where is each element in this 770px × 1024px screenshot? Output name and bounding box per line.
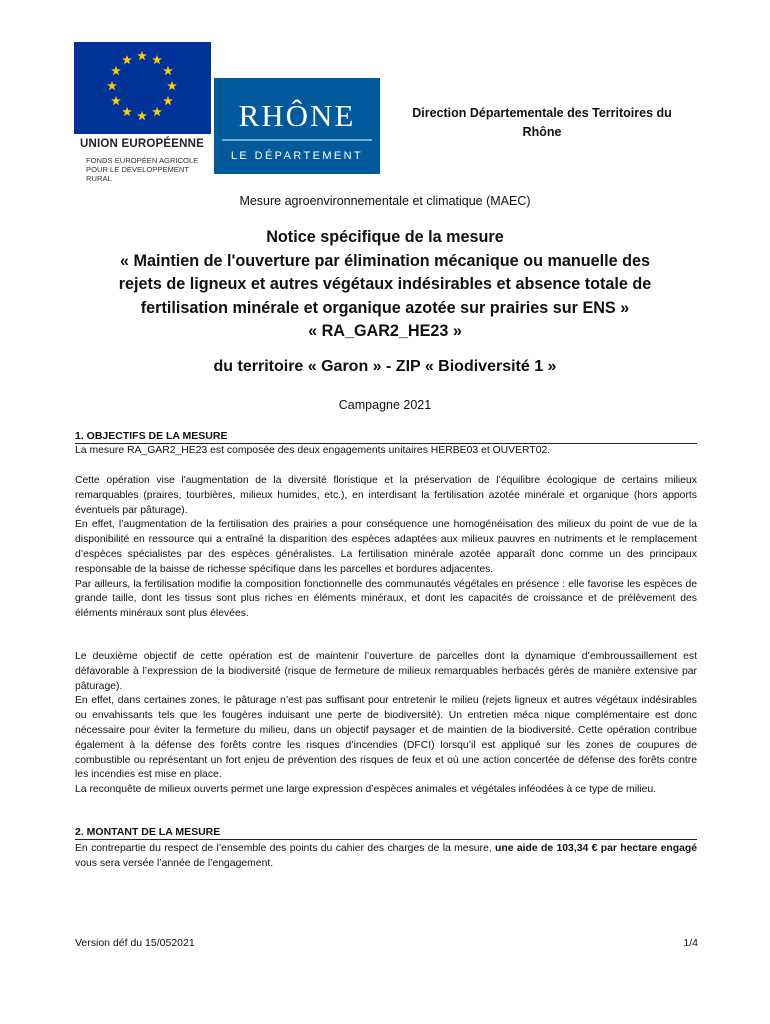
document-version: Version déf du 15/052021 bbox=[75, 937, 195, 949]
eu-star-icon bbox=[163, 96, 173, 105]
eu-logo bbox=[74, 42, 214, 183]
eu-star-icon bbox=[111, 66, 121, 75]
campaign-year: Campagne 2021 bbox=[338, 398, 432, 412]
eu-star-icon bbox=[163, 66, 173, 75]
paragraph: Le deuxième objectif de cette opération est de maintenir l’ouverture de parcelles dont la dynamique d’embroussaillement est défavorable à l’expression de la biodiversité (risque de fermeture de milieux remarquables herbacés gérés de manière extensive par pâturage). bbox=[75, 651, 697, 692]
eu-star-icon bbox=[152, 107, 162, 116]
rhone-department-logo bbox=[214, 78, 380, 174]
paragraph: En effet, dans certaines zones, le pâturage n’est pas suffisant pour entretenir le milieu (rejets ligneux et autres végétaux indésirables ou envahissants tels que les fougères induisant une perte de biodiversité). Un entretien méca nique complémentaire est donc nécessaire pour éviter la fermeture du milieu, dans un objectif paysager et de maintien de la biodiversité. Cette opération contribue également à la défense des forêts contre les risques d’incendies (DFCI) lorsqu’il est appliqué sur les zones de coupures de combustible ou représentant un fort enjeu de prévention des risques de feux et où une action concertée de défense des forêts contre les incendies est mise en place. bbox=[75, 695, 697, 781]
section-1-intro: La mesure RA_GAR2_HE23 est composée des deux engagements unitaires HERBE03 et OUVERT02. bbox=[75, 445, 551, 456]
measure-type: Mesure agroenvironnementale et climatique (MAEC) bbox=[239, 194, 531, 208]
section-1-block-1 bbox=[75, 474, 697, 622]
rhone-subtitle: LE DÉPARTEMENT bbox=[230, 150, 364, 162]
eu-star-icon bbox=[111, 96, 121, 105]
issuer-direction: Direction Départementale des Territoires du Rhône bbox=[412, 106, 672, 139]
notice-title: Notice spécifique de la mesure « Maintien de l'ouverture par élimination mécanique ou manuelle des rejets de ligneux et autres végétaux indésirables et absence totale de fertilisation minérale et organique azotée sur prairies sur ENS » « RA_GAR2_HE23 » bbox=[118, 228, 652, 340]
paragraph: Cette opération vise l'augmentation de la diversité floristique et la préservation de l’équilibre écologique de certains milieux remarquables (praires, tourbières, milieux humides, etc.), en interdisant la fertilisation azotée minérale et organique (hors apports éventuels par pâturage). bbox=[75, 475, 697, 516]
eu-star-icon bbox=[137, 111, 147, 120]
paragraph: La reconquête de milieux ouverts permet une large expression d’espèces animales et végétales inféodées à ce type de milieu. bbox=[75, 784, 657, 796]
eu-fund-label: FONDS EUROPÉEN AGRICOLE POUR LE DÉVELOPPEMENT RURAL bbox=[86, 156, 199, 183]
territory-title: du territoire « Garon » - ZIP « Biodiversité 1 » bbox=[213, 358, 557, 375]
section-2-heading: 2. MONTANT DE LA MESURE bbox=[75, 826, 697, 840]
eu-flag-icon bbox=[74, 42, 211, 134]
eu-star-icon bbox=[107, 81, 117, 90]
section-2-text: En contrepartie du respect de l’ensemble des points du cahier des charges de la mesure, une aide de 103,34 € par hectare engagé vous sera versée l’année de l’engagement. bbox=[75, 843, 697, 869]
eu-title: UNION EUROPÉENNE bbox=[80, 138, 204, 150]
eu-star-icon bbox=[122, 107, 132, 116]
eu-star-icon bbox=[122, 55, 132, 64]
paragraph: Par ailleurs, la fertilisation modifie la composition fonctionnelle des communautés végétales en présence : elle favorise les espèces de grande taille, dont les tissus sont plus riches en éléments minéraux, et dont les capacités de croissance et de prélèvement des éléments minéraux sont plus élevées. bbox=[75, 578, 697, 620]
paragraph: En effet, l’augmentation de la fertilisation des prairies a pour conséquence une homogénéisation des milieux du point de vue de la disponibilité en ressource qui a entraîné la disparition des espèces adaptées aux milieux pauvres en nutriments et le remplacement d’espèces spécialistes par des espèces généralistes. La fertilisation minérale azotée apparaît donc comme un des principaux responsable de la baisse de richesse spécifique dans les parcelles et bordures adjacentes. bbox=[75, 519, 697, 575]
rhone-name: RHÔNE bbox=[238, 98, 356, 133]
section-1-heading: 1. OBJECTIFS DE LA MESURE bbox=[75, 430, 697, 444]
eu-star-icon bbox=[167, 81, 177, 90]
eu-star-icon bbox=[137, 51, 147, 60]
section-1-block-2 bbox=[75, 650, 697, 798]
aid-amount: une aide de 103,34 € par hectare engagé bbox=[495, 843, 697, 854]
page-number: 1/4 bbox=[683, 937, 698, 949]
eu-star-icon bbox=[152, 55, 162, 64]
